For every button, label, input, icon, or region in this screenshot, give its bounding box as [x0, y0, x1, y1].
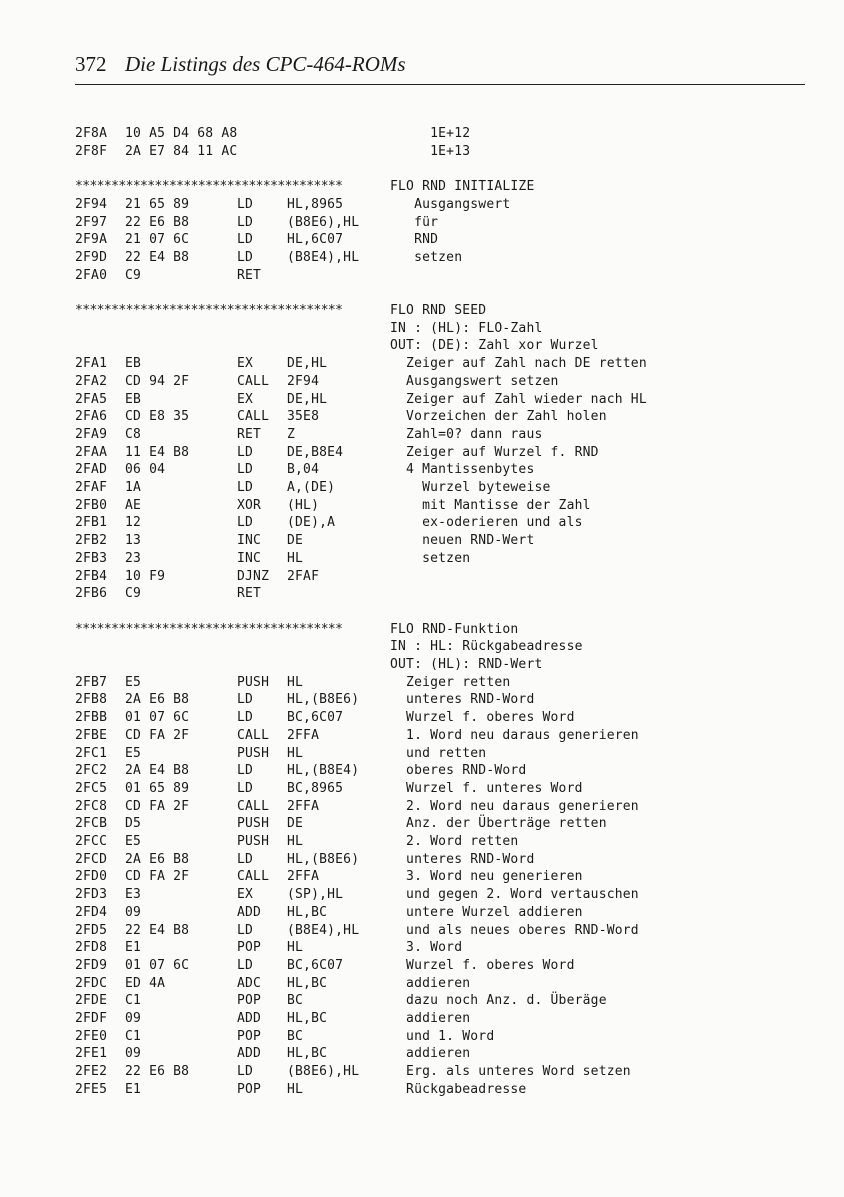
opcode-bytes: 22 E4 B8	[125, 249, 190, 265]
section-title: FLO RND-Funktion	[390, 621, 519, 637]
comment: und 1. Word	[390, 1028, 495, 1044]
mnemonic: PUSH	[237, 674, 270, 690]
opcode-bytes: 2A E4 B8	[125, 763, 190, 779]
comment: unteres RND-Word	[390, 851, 535, 867]
operands: HL	[287, 940, 304, 956]
address: 2FA2	[75, 373, 108, 389]
mnemonic: POP	[237, 993, 262, 1009]
mnemonic: LD	[237, 196, 254, 212]
address: 2FD8	[75, 940, 108, 956]
section-title: FLO RND INITIALIZE	[390, 179, 535, 195]
comment: setzen	[390, 249, 463, 265]
address: 2FAD	[75, 462, 108, 478]
address: 2FDE	[75, 993, 108, 1009]
comment: Zeiger auf Zahl wieder nach HL	[390, 391, 647, 407]
opcode-bytes: E1	[125, 940, 142, 956]
address: 2FBB	[75, 710, 108, 726]
opcode-bytes: D5	[125, 816, 142, 832]
address: 2F9A	[75, 232, 108, 248]
address: 2FE0	[75, 1028, 108, 1044]
opcode-bytes: CD FA 2F	[125, 727, 190, 743]
operands: (B8E6),HL	[287, 214, 360, 230]
opcode-bytes: C9	[125, 586, 142, 602]
address: 2FCD	[75, 851, 108, 867]
comment: und als neues oberes RND-Word	[390, 922, 639, 938]
opcode-bytes: AE	[125, 497, 142, 513]
io-description: OUT: (DE): Zahl xor Wurzel	[390, 338, 599, 354]
address: 2FB4	[75, 568, 108, 584]
comment: 4 Mantissenbytes	[390, 462, 535, 478]
opcode-bytes: 22 E4 B8	[125, 922, 190, 938]
operands: 2FFA	[287, 869, 320, 885]
operands: HL,BC	[287, 904, 328, 920]
address: 2FDF	[75, 1011, 108, 1026]
mnemonic: CALL	[237, 373, 270, 389]
operands: B,04	[287, 462, 320, 478]
address: 2FA5	[75, 391, 108, 407]
mnemonic: LD	[237, 462, 254, 478]
address: 2FE1	[75, 1046, 108, 1062]
address: 2FCB	[75, 816, 108, 832]
comment: Ausgangswert setzen	[390, 373, 559, 389]
comment: Zeiger auf Wurzel f. RND	[390, 444, 599, 460]
opcode-bytes: E5	[125, 834, 142, 849]
address: 2F94	[75, 196, 108, 212]
comment: Zeiger auf Zahl nach DE retten	[390, 356, 647, 372]
page-header	[75, 48, 805, 85]
mnemonic: RET	[237, 267, 262, 283]
address: 2FA1	[75, 356, 108, 372]
opcode-bytes: 1A	[125, 480, 142, 495]
comment: untere Wurzel addieren	[390, 904, 583, 920]
operands: 2F94	[287, 373, 320, 389]
operands: HL,(B8E4)	[287, 763, 360, 779]
operands: DE,B8E4	[287, 444, 344, 460]
operands: 2FAF	[287, 568, 320, 584]
opcode-bytes: 10 F9	[125, 568, 166, 584]
address: 2FA6	[75, 409, 108, 425]
mnemonic: RET	[237, 426, 262, 442]
address: 2FC5	[75, 780, 108, 796]
comment: 1E+12	[390, 126, 471, 141]
operands: (B8E4),HL	[287, 922, 360, 938]
address: 2FC2	[75, 763, 108, 779]
comment: und gegen 2. Word vertauschen	[390, 887, 639, 903]
opcode-bytes: CD E8 35	[125, 409, 190, 425]
address: 2FBE	[75, 727, 108, 743]
operands: (B8E4),HL	[287, 249, 360, 265]
comment: RND	[390, 232, 439, 248]
comment: 1. Word neu daraus generieren	[390, 727, 639, 743]
opcode-bytes: 06 04	[125, 462, 166, 478]
opcode-bytes: 13	[125, 533, 142, 549]
comment: dazu noch Anz. d. Überäge	[390, 993, 607, 1009]
comment: 3. Word	[390, 940, 463, 956]
operands: HL	[287, 834, 304, 849]
mnemonic: ADD	[237, 904, 262, 920]
opcode-bytes: 11 E4 B8	[125, 444, 190, 460]
opcode-bytes: 2A E6 B8	[125, 692, 190, 708]
comment: 2. Word retten	[390, 834, 519, 849]
mnemonic: LD	[237, 922, 254, 938]
operands: HL	[287, 1081, 304, 1097]
mnemonic: LD	[237, 692, 254, 708]
mnemonic: CALL	[237, 869, 270, 885]
operands: DE	[287, 816, 304, 832]
page-number: 372	[75, 52, 107, 76]
address: 2FD4	[75, 904, 108, 920]
address: 2FB3	[75, 550, 108, 566]
mnemonic: XOR	[237, 497, 262, 513]
separator-stars: *************************************	[75, 303, 343, 318]
address: 2FD5	[75, 922, 108, 938]
mnemonic: LD	[237, 957, 254, 973]
operands: HL,8965	[287, 196, 344, 212]
opcode-bytes: 01 07 6C	[125, 710, 190, 726]
comment: Zahl=0? dann raus	[390, 426, 543, 442]
operands: HL,BC	[287, 1046, 328, 1062]
opcode-bytes: E3	[125, 887, 142, 903]
mnemonic: POP	[237, 1028, 262, 1044]
address: 2FD0	[75, 869, 108, 885]
address: 2FB6	[75, 586, 108, 602]
mnemonic: PUSH	[237, 816, 270, 832]
comment: neuen RND-Wert	[390, 533, 535, 549]
address: 2FB8	[75, 692, 108, 708]
comment: 2. Word neu daraus generieren	[390, 798, 639, 814]
operands: HL,(B8E6)	[287, 692, 360, 708]
address: 2FB7	[75, 674, 108, 690]
opcode-bytes: 01 07 6C	[125, 957, 190, 973]
comment: Wurzel f. oberes Word	[390, 957, 575, 973]
opcode-bytes: 21 65 89	[125, 196, 190, 212]
mnemonic: LD	[237, 780, 254, 796]
address: 2FD9	[75, 957, 108, 973]
mnemonic: CALL	[237, 727, 270, 743]
opcode-bytes: CD FA 2F	[125, 798, 190, 814]
operands: (DE),A	[287, 515, 336, 531]
comment: mit Mantisse der Zahl	[390, 497, 591, 513]
comment: Rückgabeadresse	[390, 1081, 527, 1097]
opcode-bytes: 2A E6 B8	[125, 851, 190, 867]
operands: (SP),HL	[287, 887, 344, 903]
mnemonic: PUSH	[237, 745, 270, 761]
operands: BC,8965	[287, 780, 344, 796]
opcode-bytes: E1	[125, 1081, 142, 1097]
address: 2FB1	[75, 515, 108, 531]
opcode-bytes: CD 94 2F	[125, 373, 190, 389]
comment: unteres RND-Word	[390, 692, 535, 708]
comment: addieren	[390, 1046, 471, 1062]
opcode-bytes: EB	[125, 391, 142, 407]
section-title: FLO RND SEED	[390, 303, 487, 318]
address: 2FC1	[75, 745, 108, 761]
mnemonic: LD	[237, 232, 254, 248]
address: 2F8A	[75, 126, 108, 141]
operands: DE,HL	[287, 356, 328, 372]
comment: oberes RND-Word	[390, 763, 527, 779]
opcode-bytes: 09	[125, 1046, 142, 1062]
operands: HL,BC	[287, 975, 328, 991]
opcode-bytes: 10 A5 D4 68 A8	[125, 126, 238, 141]
mnemonic: ADC	[237, 975, 262, 991]
operands: DE	[287, 533, 304, 549]
opcode-bytes: C1	[125, 1028, 142, 1044]
address: 2F9D	[75, 249, 108, 265]
operands: BC	[287, 1028, 304, 1044]
comment: Anz. der Überträge retten	[390, 816, 607, 832]
opcode-bytes: C8	[125, 426, 142, 442]
address: 2FA0	[75, 267, 108, 283]
separator-stars: *************************************	[75, 179, 343, 195]
operands: HL,(B8E6)	[287, 851, 360, 867]
comment: ex-oderieren und als	[390, 515, 583, 531]
opcode-bytes: 22 E6 B8	[125, 214, 190, 230]
operands: HL,6C07	[287, 232, 344, 248]
address: 2FDC	[75, 975, 108, 991]
operands: 35E8	[287, 409, 320, 425]
operands: A,(DE)	[287, 480, 336, 495]
mnemonic: POP	[237, 1081, 262, 1097]
comment: Wurzel f. unteres Word	[390, 780, 583, 796]
opcode-bytes: 09	[125, 904, 142, 920]
operands: (HL)	[287, 497, 320, 513]
opcode-bytes: 12	[125, 515, 142, 531]
page-title: Die Listings des CPC-464-ROMs	[125, 52, 406, 76]
opcode-bytes: CD FA 2F	[125, 869, 190, 885]
address: 2FE5	[75, 1081, 108, 1097]
opcode-bytes: EB	[125, 356, 142, 372]
opcode-bytes: E5	[125, 745, 142, 761]
opcode-bytes: ED 4A	[125, 975, 166, 991]
separator-stars: *************************************	[75, 621, 343, 637]
mnemonic: LD	[237, 515, 254, 531]
mnemonic: DJNZ	[237, 568, 270, 584]
opcode-bytes: 09	[125, 1011, 142, 1026]
comment: addieren	[390, 975, 471, 991]
address: 2F97	[75, 214, 108, 230]
opcode-bytes: 23	[125, 550, 142, 566]
mnemonic: LD	[237, 710, 254, 726]
operands: BC,6C07	[287, 957, 344, 973]
mnemonic: LD	[237, 249, 254, 265]
operands: HL	[287, 674, 304, 690]
comment: setzen	[390, 550, 471, 566]
comment: 1E+13	[390, 143, 471, 159]
comment: Zeiger retten	[390, 674, 511, 690]
comment: Wurzel byteweise	[390, 480, 551, 495]
address: 2FE2	[75, 1064, 108, 1080]
comment: und retten	[390, 745, 487, 761]
mnemonic: EX	[237, 391, 254, 407]
opcode-bytes: 01 65 89	[125, 780, 190, 796]
operands: HL	[287, 550, 304, 566]
address: 2F8F	[75, 143, 108, 159]
opcode-bytes: 21 07 6C	[125, 232, 190, 248]
mnemonic: LD	[237, 214, 254, 230]
comment: addieren	[390, 1011, 471, 1026]
mnemonic: LD	[237, 1064, 254, 1080]
comment: Erg. als unteres Word setzen	[390, 1064, 631, 1080]
operands: (B8E6),HL	[287, 1064, 360, 1080]
mnemonic: CALL	[237, 409, 270, 425]
address: 2FCC	[75, 834, 108, 849]
io-description: OUT: (HL): RND-Wert	[390, 657, 543, 672]
operands: BC,6C07	[287, 710, 344, 726]
operands: BC	[287, 993, 304, 1009]
opcode-bytes: E5	[125, 674, 142, 690]
operands: DE,HL	[287, 391, 328, 407]
mnemonic: CALL	[237, 798, 270, 814]
mnemonic: LD	[237, 480, 254, 495]
operands: HL,BC	[287, 1011, 328, 1026]
mnemonic: POP	[237, 940, 262, 956]
address: 2FD3	[75, 887, 108, 903]
mnemonic: RET	[237, 586, 262, 602]
mnemonic: LD	[237, 851, 254, 867]
address: 2FB0	[75, 497, 108, 513]
opcode-bytes: 22 E6 B8	[125, 1064, 190, 1080]
io-description: IN : HL: Rückgabeadresse	[390, 639, 583, 655]
mnemonic: ADD	[237, 1011, 262, 1026]
operands: 2FFA	[287, 727, 320, 743]
operands: 2FFA	[287, 798, 320, 814]
comment: Vorzeichen der Zahl holen	[390, 409, 607, 425]
comment: für	[390, 214, 439, 230]
mnemonic: PUSH	[237, 834, 270, 849]
mnemonic: INC	[237, 550, 262, 566]
comment: 3. Word neu generieren	[390, 869, 583, 885]
address: 2FAA	[75, 444, 108, 460]
mnemonic: EX	[237, 356, 254, 372]
operands: Z	[287, 426, 296, 442]
address: 2FAF	[75, 480, 108, 495]
opcode-bytes: C1	[125, 993, 142, 1009]
io-description: IN : (HL): FLO-Zahl	[390, 320, 543, 336]
address: 2FA9	[75, 426, 108, 442]
comment: Ausgangswert	[390, 196, 511, 212]
mnemonic: ADD	[237, 1046, 262, 1062]
opcode-bytes: C9	[125, 267, 142, 283]
mnemonic: LD	[237, 763, 254, 779]
address: 2FC8	[75, 798, 108, 814]
operands: HL	[287, 745, 304, 761]
mnemonic: EX	[237, 887, 254, 903]
mnemonic: INC	[237, 533, 262, 549]
opcode-bytes: 2A E7 84 11 AC	[125, 143, 238, 159]
mnemonic: LD	[237, 444, 254, 460]
address: 2FB2	[75, 533, 108, 549]
comment: Wurzel f. oberes Word	[390, 710, 575, 726]
